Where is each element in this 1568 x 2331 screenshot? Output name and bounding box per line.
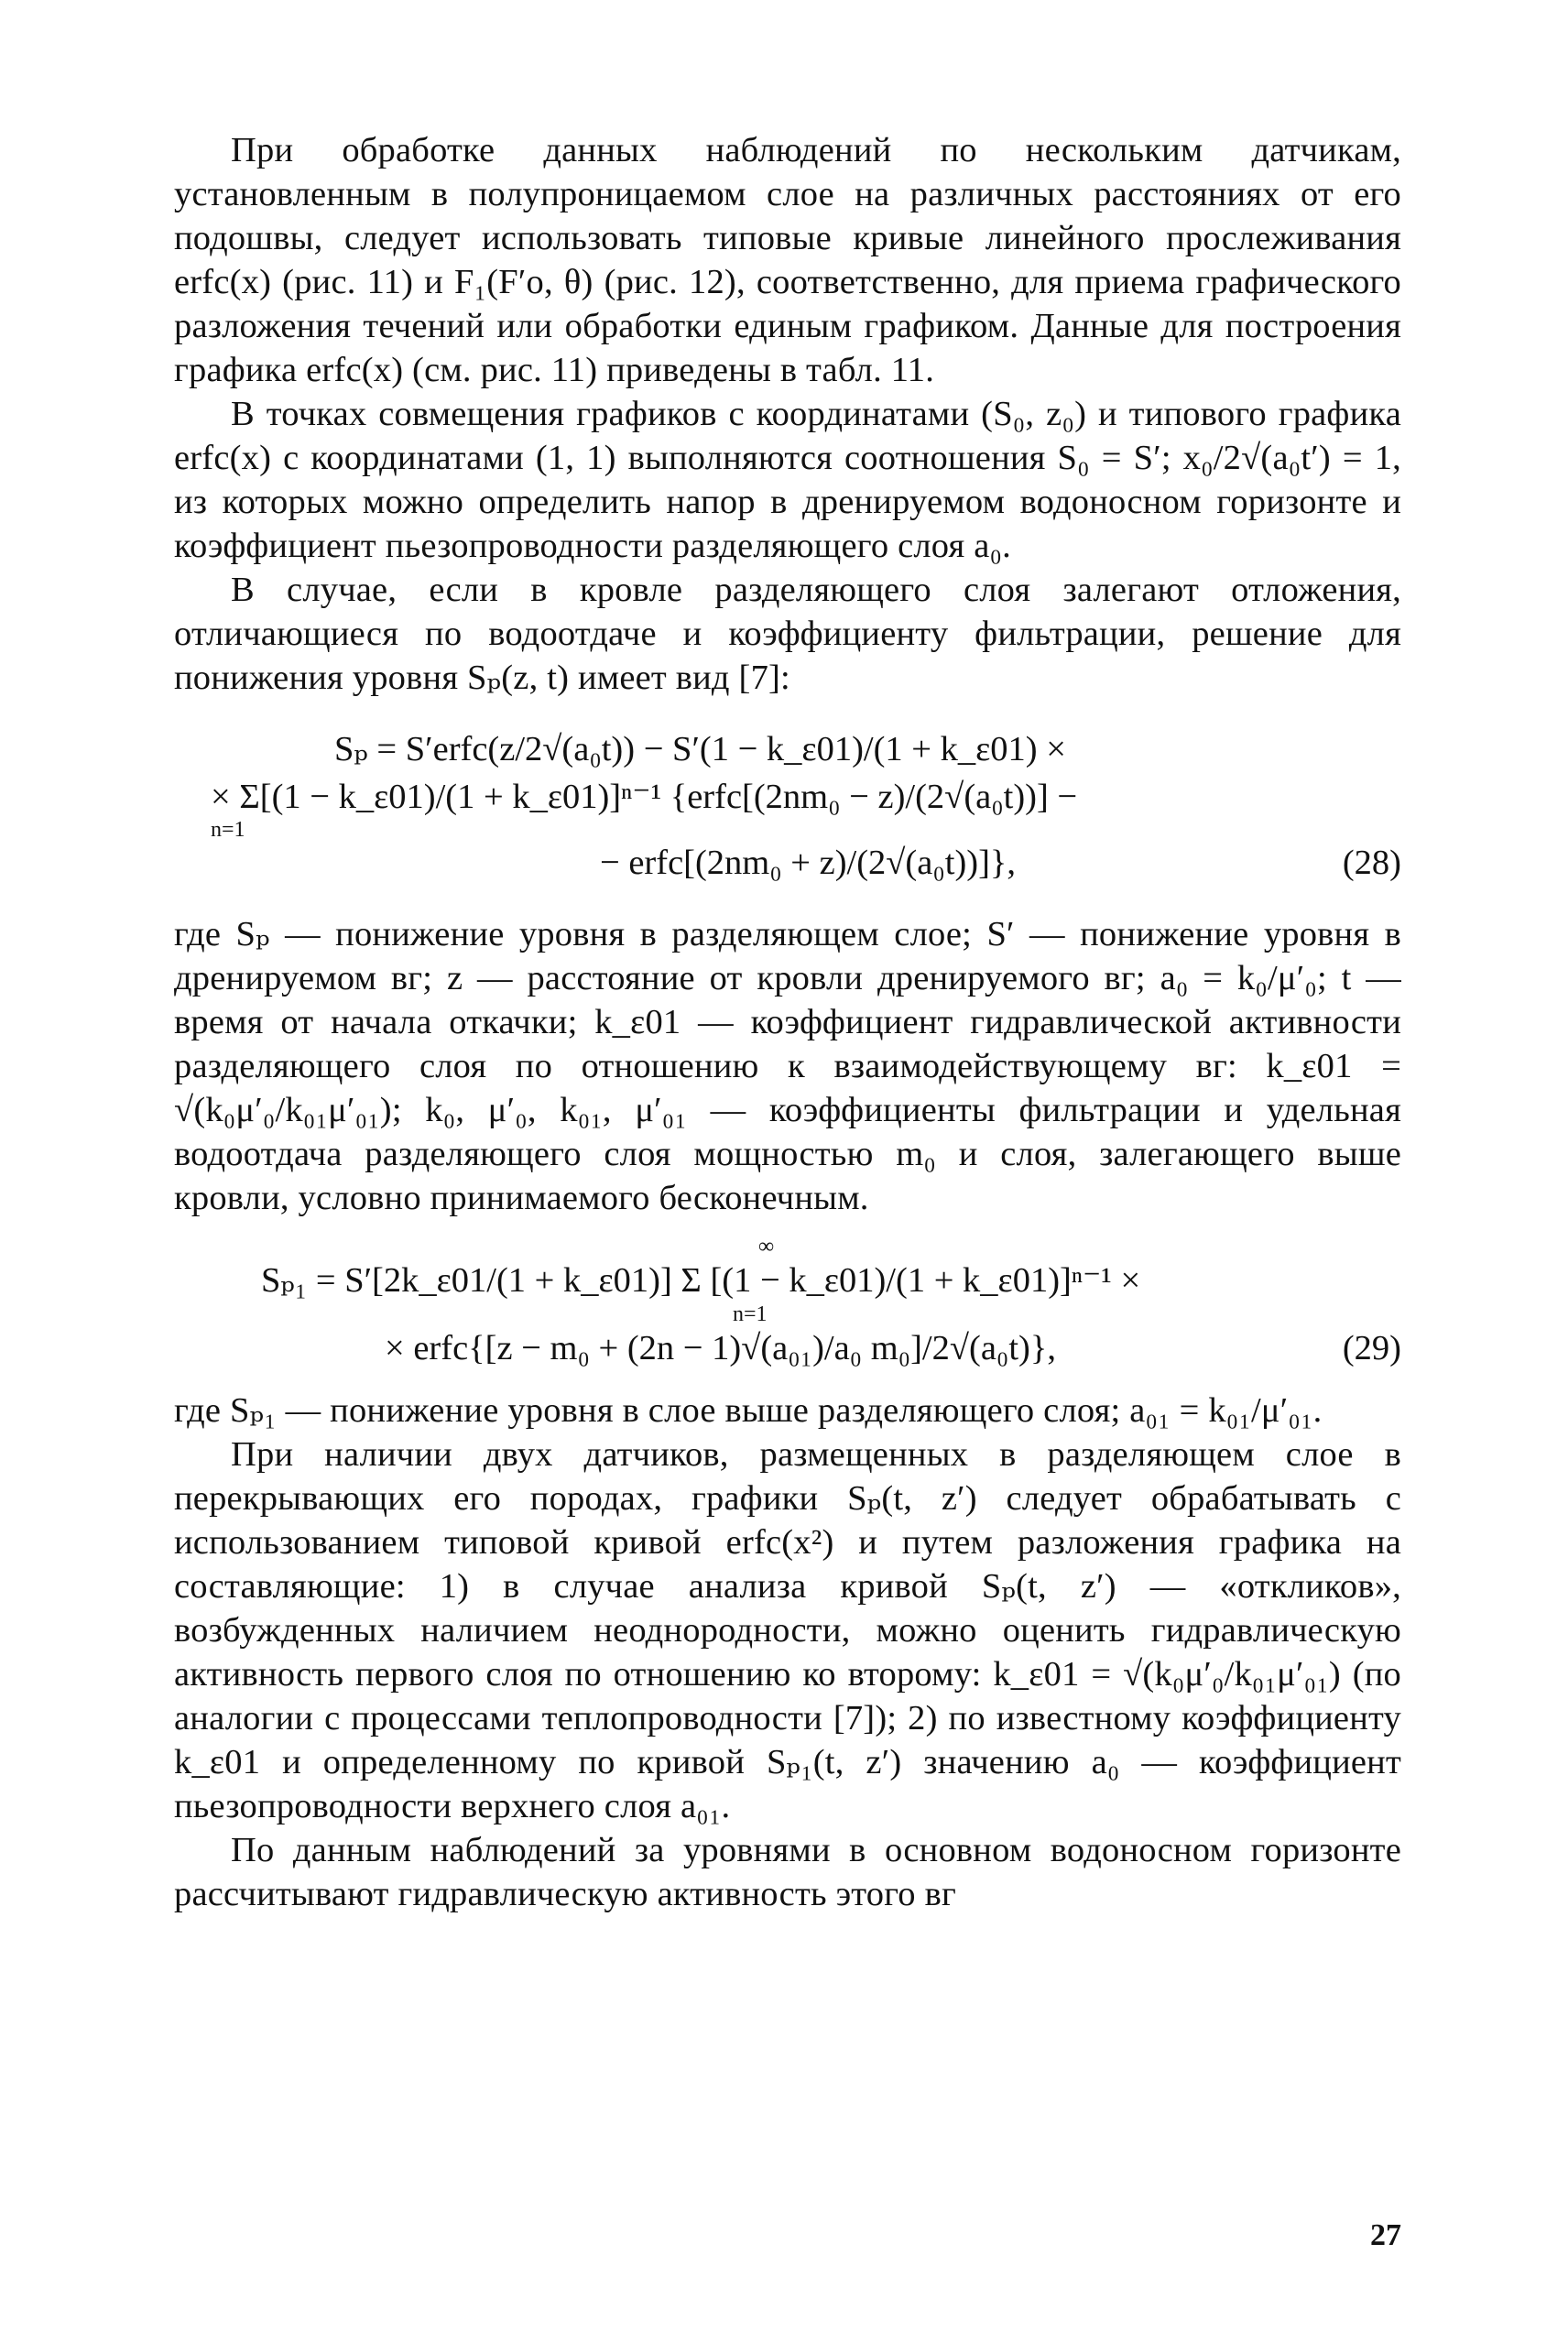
- equation-28-line-2: [174, 773, 1401, 821]
- equation-29: [174, 1236, 1401, 1372]
- paragraph-1: При обработке данных наблюдений по нескольким датчикам, установленным в полупроницаемом слое на различных расстояниях от его подошвы, следует использовать типовые кривые линейного прослеживания erfc(x) (рис. 11) и F₁(F′o, θ) (рис. 12), соответственно, для приема графического разложения течений или обработки единым графиком. Данные для построения графика erfc(x) (см. рис. 11) приведены в табл. 11.: [174, 131, 1401, 389]
- equation-29-line-2-text: × erfc{[z − m₀ + (2n − 1)√(a₀₁)/a₀ m₀]/2√(a₀t)},: [385, 1329, 1056, 1367]
- equation-28-line-3: [174, 839, 1401, 887]
- paragraph-5: где Sₚ₁ — понижение уровня в слое выше разделяющего слоя; a₀₁ = k₀₁/μ′₀₁.: [174, 1391, 1323, 1430]
- paragraph-2: В точках совмещения графиков с координатами (S₀, z₀) и типового графика erfc(x) с координатами (1, 1) выполняются соотношения S₀ = S′; x₀/2√(a₀t′) = 1, из которых можно определить напор в дренируемом водоносном горизонте и коэффициент пьезопроводности разделяющего слоя a₀.: [174, 395, 1401, 565]
- paragraph-4: где Sₚ — понижение уровня в разделяющем слое; S′ — понижение уровня в дренируемом вг; z — расстояние от кровли дренируемого вг; a₀ = k₀/μ′₀; t — время от начала откачки; k_ε01 — коэффициент гидравлической активности разделяющего слоя по отношению к взаимодействующему вг: k_ε01 = √(k₀μ′₀/k₀₁μ′₀₁); k₀, μ′₀, k₀₁, μ′₀₁ — коэффициенты фильтрации и удельная водоотдача разделяющего слоя мощностью m₀ и слоя, залегающего выше кровли, условно принимаемого бесконечным.: [174, 915, 1401, 1217]
- equation-28-line-1: Sₚ = S′erfc(z/2√(a₀t)) − S′(1 − k_ε01)/(1 + k_ε01) ×: [334, 730, 1066, 768]
- equation-29-number: (29): [1342, 1329, 1401, 1367]
- paragraph-7: По данным наблюдений за уровнями в основном водоносном горизонте рассчитывают гидравлическую активность этого вг: [174, 1831, 1401, 1913]
- paragraph-6: При наличии двух датчиков, размещенных в разделяющем слое в перекрывающих его породах, графики Sₚ(t, z′) следует обрабатывать с использованием типовой кривой erfc(x²) и путем разложения графика на составляющие: 1) в случае анализа кривой Sₚ(t, z′) — «откликов», возбужденных наличием неоднородности, можно оценить гидравлическую активность первого слоя по отношению ко второму: k_ε01 = √(k₀μ′₀/k₀₁μ′₀₁) (по аналогии с процессами теплопроводности [7]); 2) по известному коэффициенту k_ε01 и определенному по кривой Sₚ₁(t, z′) значению a₀ — коэффициент пьезопроводности верхнего слоя a₀₁.: [174, 1435, 1401, 1825]
- page-number: 27: [1370, 2218, 1401, 2252]
- equation-29-sum-lower: n=1: [733, 1302, 768, 1326]
- paragraph-3: В случае, если в кровле разделяющего слоя залегают отложения, отличающиеся по водоотдаче и коэффициенту фильтрации, решение для понижения уровня Sₚ(z, t) имеет вид [7]:: [174, 571, 1401, 697]
- equation-28-line-3-text: − erfc[(2nm₀ + z)/(2√(a₀t))]},: [600, 844, 1017, 882]
- equation-29-line-2: [174, 1324, 1401, 1372]
- equation-28-line-2-text: × Σ[(1 − k_ε01)/(1 + k_ε01)]ⁿ⁻¹ {erfc[(2nm₀ − z)/(2√(a₀t))] −: [211, 778, 1078, 816]
- equation-28-sum-limit: n=1: [211, 818, 245, 842]
- equation-28: [174, 725, 1401, 887]
- equation-29-sum-upper: ∞: [758, 1235, 775, 1258]
- equation-29-line-1: Sₚ₁ = S′[2k_ε01/(1 + k_ε01)] Σ [(1 − k_ε01)/(1 + k_ε01)]ⁿ⁻¹ ×: [261, 1261, 1141, 1300]
- equation-28-number: (28): [1342, 844, 1401, 882]
- page-body: [174, 128, 1401, 1916]
